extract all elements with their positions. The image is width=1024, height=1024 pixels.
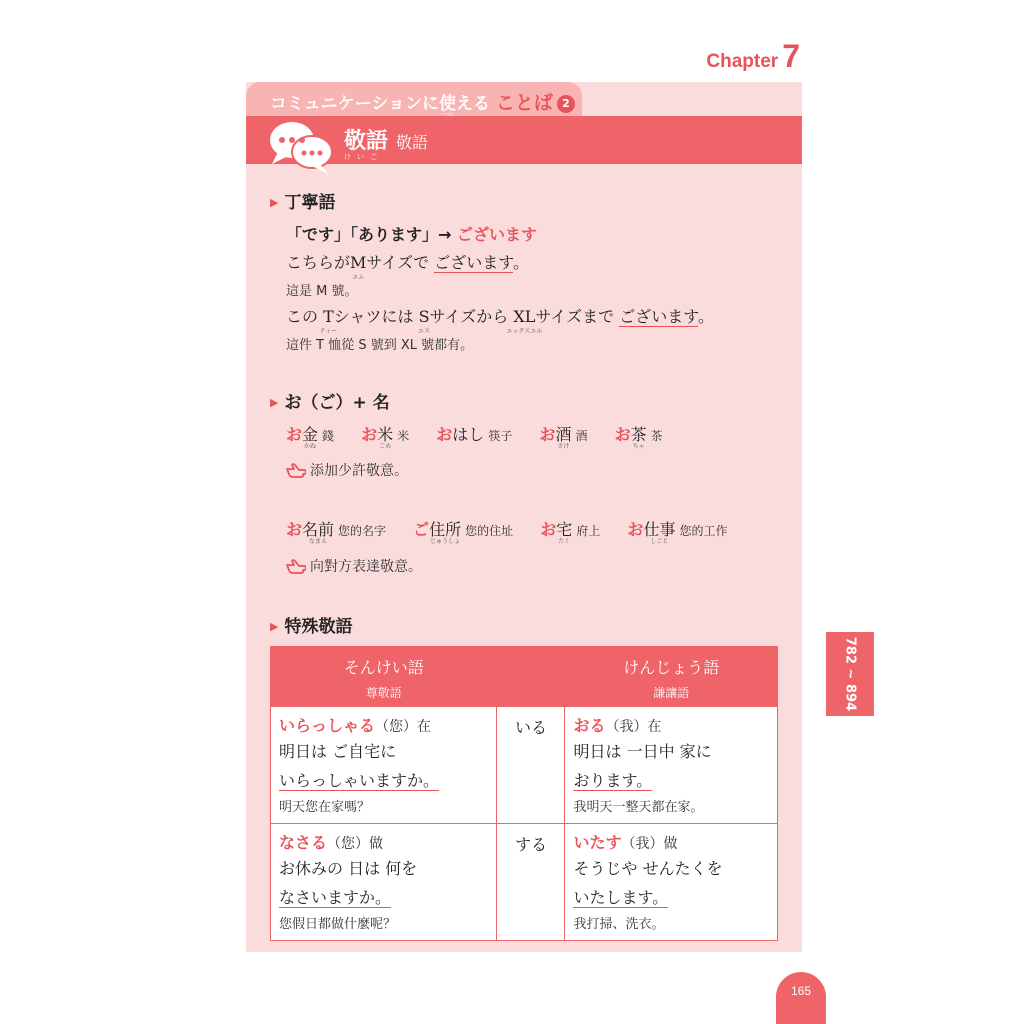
chapter-heading	[706, 38, 800, 75]
table-row	[271, 707, 778, 824]
lesson-panel	[246, 82, 802, 952]
example-1-translation: 這是 M 號。	[286, 284, 358, 299]
table-cell-humble: おる（我）在 明日は 一日中 家に おります。 我明天一整天都在家。	[565, 707, 778, 824]
pointing-hand-icon	[286, 558, 306, 574]
subtitle-use-rest: える	[455, 94, 490, 114]
hint-2: 向對方表達敬意。	[286, 556, 422, 576]
table-cell-humble: いたす（我）做 そうじや せんたくを いたします。 我打掃、洗衣。	[565, 824, 778, 941]
chapter-word: Chapter	[706, 51, 779, 72]
example-1: こちらがM エム サイズで ございます。	[286, 253, 529, 281]
section-heading-teineigo: ▶ 丁寧語	[270, 193, 336, 213]
subtitle-highlight: ことば	[495, 92, 553, 114]
word-item: お金 かね 錢	[286, 425, 335, 450]
example-2: この T ティー シャツには S エス サイズから XL エックスエル サイズまで ございます。	[286, 307, 714, 335]
subtitle-use: 使	[438, 94, 456, 114]
word-item: ご住所 じゅうしょ 您的住址	[413, 520, 514, 545]
table-header-kenjougo: けんじょう語 謙讓語	[565, 647, 778, 707]
keigo-table	[270, 646, 778, 941]
word-item: お宅 たく 府上	[540, 520, 601, 545]
chapter-number: 7	[782, 38, 800, 74]
subtitle-tab	[246, 82, 582, 118]
table-header-row	[271, 647, 778, 707]
page-number: 165	[776, 972, 826, 1024]
word-item: お名前 なまえ 您的名字	[286, 520, 387, 545]
rule-line: 「です」「あります」→ ございます	[286, 225, 538, 244]
word-item: おはし 筷子	[436, 425, 513, 444]
word-item: お酒 さけ 酒	[539, 425, 588, 450]
table-cell-plain-verb: いる	[497, 707, 565, 824]
hint-1: 添加少許敬意。	[286, 460, 408, 480]
word-item: お仕事 しごと 您的工作	[627, 520, 728, 545]
section-heading-special-keigo: ▶ 特殊敬語	[270, 617, 353, 637]
page-title-sub: 敬語	[396, 133, 429, 152]
example-2-translation: 這件 T 恤從 S 號到 XL 號都有。	[286, 338, 474, 353]
word-list-1	[286, 422, 685, 450]
table-row	[271, 824, 778, 941]
pointing-hand-icon	[286, 462, 306, 478]
subtitle	[270, 88, 575, 115]
triangle-icon: ▶	[270, 196, 279, 209]
table-cell-plain-verb: する	[497, 824, 565, 941]
triangle-icon: ▶	[270, 620, 279, 633]
side-index-tab: 782 ~ 894	[826, 632, 874, 716]
triangle-icon: ▶	[270, 396, 279, 409]
subtitle-prefix: コミュニケーションに	[270, 94, 439, 114]
page-title: 敬語 敬語	[344, 129, 429, 154]
page-title-ruby: けいご	[344, 153, 383, 161]
table-header-blank	[497, 647, 565, 707]
word-list-2	[286, 517, 749, 545]
table-cell-honorific: なさる（您）做 お休みの 日は 何を なさいますか。 您假日都做什麼呢？	[271, 824, 497, 941]
word-item: お米 こめ 米	[361, 425, 410, 450]
table-cell-honorific: いらっしゃる（您）在 明日は ご自宅に いらっしゃいますか。 明天您在家嗎？	[271, 707, 497, 824]
section-heading-o-go: ▶ お（ご）+ 名	[270, 393, 390, 413]
table-header-sonkeigo: そんけい語 尊敬語	[271, 647, 497, 707]
speech-bubbles-icon	[264, 116, 338, 176]
word-item: お茶 ちゃ 茶	[614, 425, 663, 450]
subtitle-number-badge: 2	[557, 95, 575, 113]
